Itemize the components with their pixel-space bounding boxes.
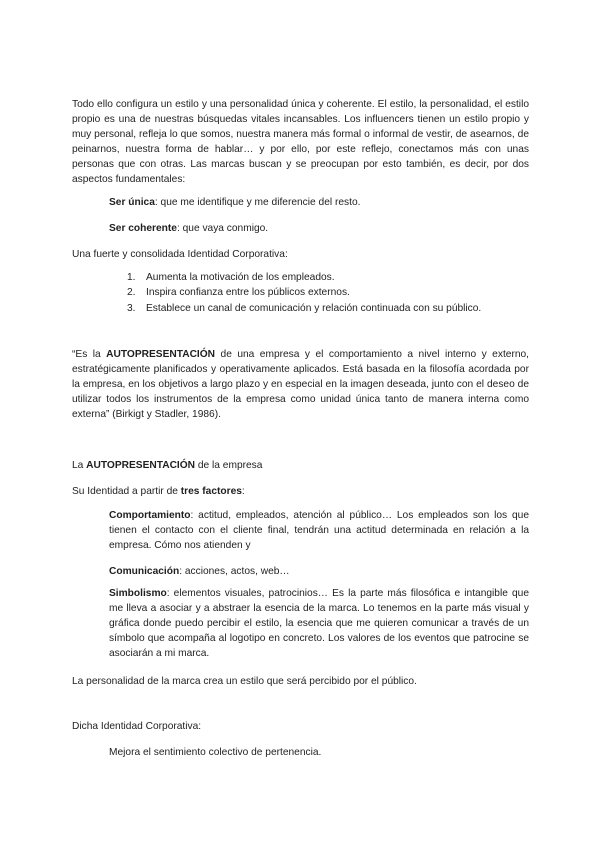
factors-intro-post: : <box>241 486 245 497</box>
heading-post: de la empresa <box>195 460 263 471</box>
list-item <box>127 270 527 285</box>
identity-intro: Una fuerte y consolidada Identidad Corporativa: <box>72 249 288 260</box>
list-number: 3. <box>127 302 136 314</box>
quote-open: “Es la <box>72 349 107 360</box>
intro-paragraph: Todo ello configura un estilo y una personalidad única y coherente. El estilo, la personalidad, el estilo propio es una de nuestras búsquedas vitales incansables. Los influencers tienen un estilo propio y muy personal, refleja lo que somos, nuestra manera más formal o informal de vestir, de asearnos, de peinarnos, nuestra forma de hablar… y por ello, por este reflejo, conectamos más con unas personas que con otras. Las marcas buscan y se preocupan por esto también, es decir, por dos aspectos fundamentales: <box>72 99 529 185</box>
aspect-text: : que me identifique y me diferencie del resto. <box>154 197 361 208</box>
factor-term: Simbolismo <box>109 588 167 599</box>
factor-text: : acciones, actos, web… <box>179 566 290 577</box>
factor-simbolismo <box>109 586 529 661</box>
identity-effect: Mejora el sentimiento colectivo de pertenencia. <box>109 747 322 758</box>
factors-intro-term: tres factores <box>180 486 242 497</box>
factor-comportamiento <box>109 508 529 553</box>
list-text: Aumenta la motivación de los empleados. <box>146 272 335 283</box>
factor-term: Comportamiento <box>109 510 191 521</box>
factor-comunicacion <box>109 564 529 579</box>
quote-text: de una empresa y el comportamiento a nivel interno y externo, estratégicamente planificados y operativamente aplicados. Está basada en la filosofía acordada por la empresa, en los objetivos a largo plazo y en especial en la imagen deseada, junto con el deseo de utilizar todos los instrumentos de la empresa como unidad única tanto de manera interna como externa” (Birkigt y Stadler, 1986). <box>72 349 529 420</box>
identity-benefits-list <box>127 270 527 316</box>
aspect-term: Ser coherente <box>109 223 177 234</box>
aspect-coherent <box>109 221 529 236</box>
personality-sentence: La personalidad de la marca crea un estilo que será percibido por el público. <box>72 676 417 687</box>
factors-intro-pre: Su Identidad a partir de <box>72 486 181 497</box>
autopresentacion-heading <box>72 458 529 473</box>
aspect-term: Ser única <box>109 197 155 208</box>
heading-pre: La <box>72 460 87 471</box>
quote-paragraph <box>72 347 529 422</box>
list-text: Establece un canal de comunicación y relación continuada con su público. <box>146 302 482 314</box>
aspect-unique <box>109 195 529 210</box>
factors-intro <box>72 484 529 499</box>
factor-text: : elementos visuales, patrocinios… Es la parte más filosófica e intangible que me lleva a asociar y a abstraer la esencia de la marca. Lo tenemos en la parte más visual y gráfica donde puedo percibir el estilo, la esencia que me quieren comunicar a través de un símbolo que acompaña al logotipo en concreto. Los valores de los eventos que patrocine se asociarán a mi marca. <box>109 588 529 659</box>
list-item <box>127 285 527 300</box>
identity-heading-2: Dicha Identidad Corporativa: <box>72 721 202 732</box>
factor-text: : actitud, empleados, atención al público… Los empleados son los que tienen el contacto con el cliente final, tendrán una actitud determinada en relación a la empresa. Cómo nos atienden y <box>109 510 529 551</box>
aspect-text: : que vaya conmigo. <box>176 223 269 234</box>
list-number: 2. <box>127 287 136 299</box>
heading-term: AUTOPRESENTACIÓN <box>86 460 196 471</box>
list-number: 1. <box>127 272 136 283</box>
factor-term: Comunicación <box>109 566 180 577</box>
list-text: Inspira confianza entre los públicos externos. <box>146 287 350 299</box>
quote-term: AUTOPRESENTACIÓN <box>106 349 216 360</box>
list-item <box>127 301 527 316</box>
